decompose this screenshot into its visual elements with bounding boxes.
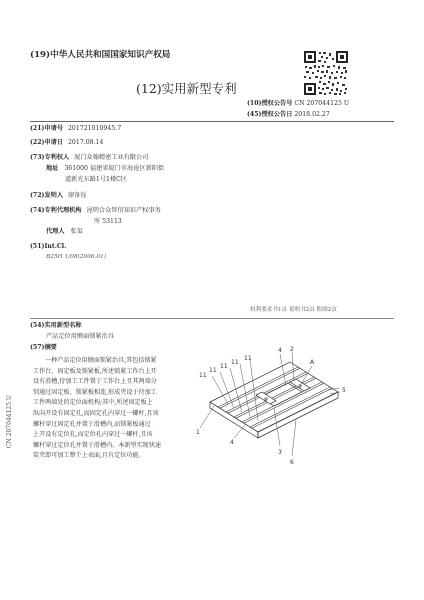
abstract-line: 工作台、固定板及锁紧板,所述锁紧工作台上开 — [33, 367, 157, 375]
fixture-drawing — [190, 342, 358, 466]
publication-date-value: 2018.02.27 — [294, 111, 330, 118]
address — [46, 165, 164, 173]
application-date-value: 2017.08.14 — [68, 139, 104, 146]
utility-model-title: 产品定位用侧面锁紧治具 — [46, 333, 115, 340]
inventor — [30, 192, 87, 200]
office-name: (19)中华人民共和国国家知识产权局 — [30, 50, 171, 60]
figure-label: 1 — [196, 429, 200, 436]
figure-label: 6 — [290, 459, 294, 466]
figure-label: 11 — [199, 372, 207, 379]
abstract-label: (57)摘要 — [30, 344, 57, 351]
title-label: (54)实用新型名称 — [30, 322, 82, 329]
figure-label: A — [310, 359, 315, 366]
figure-label: 4 — [230, 439, 234, 446]
abstract-text — [33, 356, 183, 462]
address-line-2: 道新光东路1号1楼C区 — [65, 176, 128, 183]
abstract-line: 装夹即可加工整个上表面,且有定位功能。 — [33, 452, 145, 460]
publication-number-label: (10)授权公告号 — [247, 100, 293, 107]
slide-grooves — [218, 367, 332, 428]
pages-divider — [30, 318, 394, 319]
header-divider — [30, 121, 394, 122]
pages-info: 权利要求书1页 说明书2页 附图2页 — [250, 307, 337, 313]
figure-label: 11 — [244, 355, 252, 362]
side-publication-code: CN 207044125 U — [6, 395, 13, 449]
figure-label: 5 — [342, 387, 346, 394]
qr-code-icon — [303, 50, 349, 96]
figure-label: 2 — [290, 346, 294, 353]
abstract-line: 上开设有定位孔,而定位孔内穿过一螺杆,且该 — [33, 431, 153, 439]
abstract-line: 工件两端处的定位面机构;其中,所述固定板上 — [33, 399, 153, 407]
document-type: (12)实用新型专利 — [136, 81, 237, 96]
application-date-label: (22)申请日 — [30, 139, 64, 146]
publication-number — [247, 100, 349, 108]
abstract-line: 设有滑槽,待加工工件置于工作台上且其两端分 — [33, 378, 157, 386]
inventor-value: 廖备铨 — [68, 192, 87, 199]
agency-line-2: 所 53113 — [94, 218, 122, 225]
abstract-line: 一种产品定位用侧面锁紧治具,其包括锁紧 — [45, 357, 157, 364]
agency-label: (74)专利代理机构 — [30, 207, 82, 214]
agency — [30, 207, 161, 215]
publication-date — [247, 111, 330, 119]
figure-label: 3 — [278, 449, 282, 456]
agent — [46, 228, 83, 236]
intcl-value: B25H 1/08(2006.01) — [46, 254, 107, 260]
agent-value: 张玺 — [70, 228, 83, 235]
figure-label: 11 — [231, 359, 239, 366]
agent-label: 代理人 — [46, 228, 65, 235]
patentee — [30, 154, 148, 162]
address-line-1: 361000 福建省厦门市海沧区新阳街 — [64, 165, 165, 172]
application-number-value: 201721010945.7 — [68, 125, 122, 132]
patentee-value: 厦门众翰精密工业有限公司 — [74, 154, 149, 161]
address-label: 地址 — [46, 165, 59, 172]
intcl-label: (51)Int.Cl. — [30, 243, 67, 250]
abstract-line: 螺杆穿过定位孔并置于滑槽内。本新型实现快速 — [33, 441, 161, 449]
patentee-label: (73)专利权人 — [30, 154, 70, 161]
figure-label: 11 — [220, 363, 228, 370]
inventor-label: (72)发明人 — [30, 192, 64, 199]
agency-line-1: 昆明合众智信知识产权事务 — [86, 207, 161, 214]
abstract-line: 纵向开设有固定孔,而固定孔内穿过一螺杆,且该 — [33, 409, 159, 417]
figure-label: 11 — [209, 367, 217, 374]
publication-number-value: CN 207044125 U — [294, 100, 350, 107]
abstract-line: 螺杆穿过固定孔并置于滑槽内,而锁紧板通过 — [33, 420, 151, 428]
application-number-label: (21)申请号 — [30, 125, 64, 132]
publication-date-label: (45)授权公告日 — [247, 111, 293, 118]
application-date — [30, 139, 103, 147]
abstract-line: 别通过固定板、锁紧板相连,形成夹设于待加工 — [33, 388, 157, 396]
figure-label: 4 — [278, 347, 282, 354]
application-number — [30, 125, 121, 133]
